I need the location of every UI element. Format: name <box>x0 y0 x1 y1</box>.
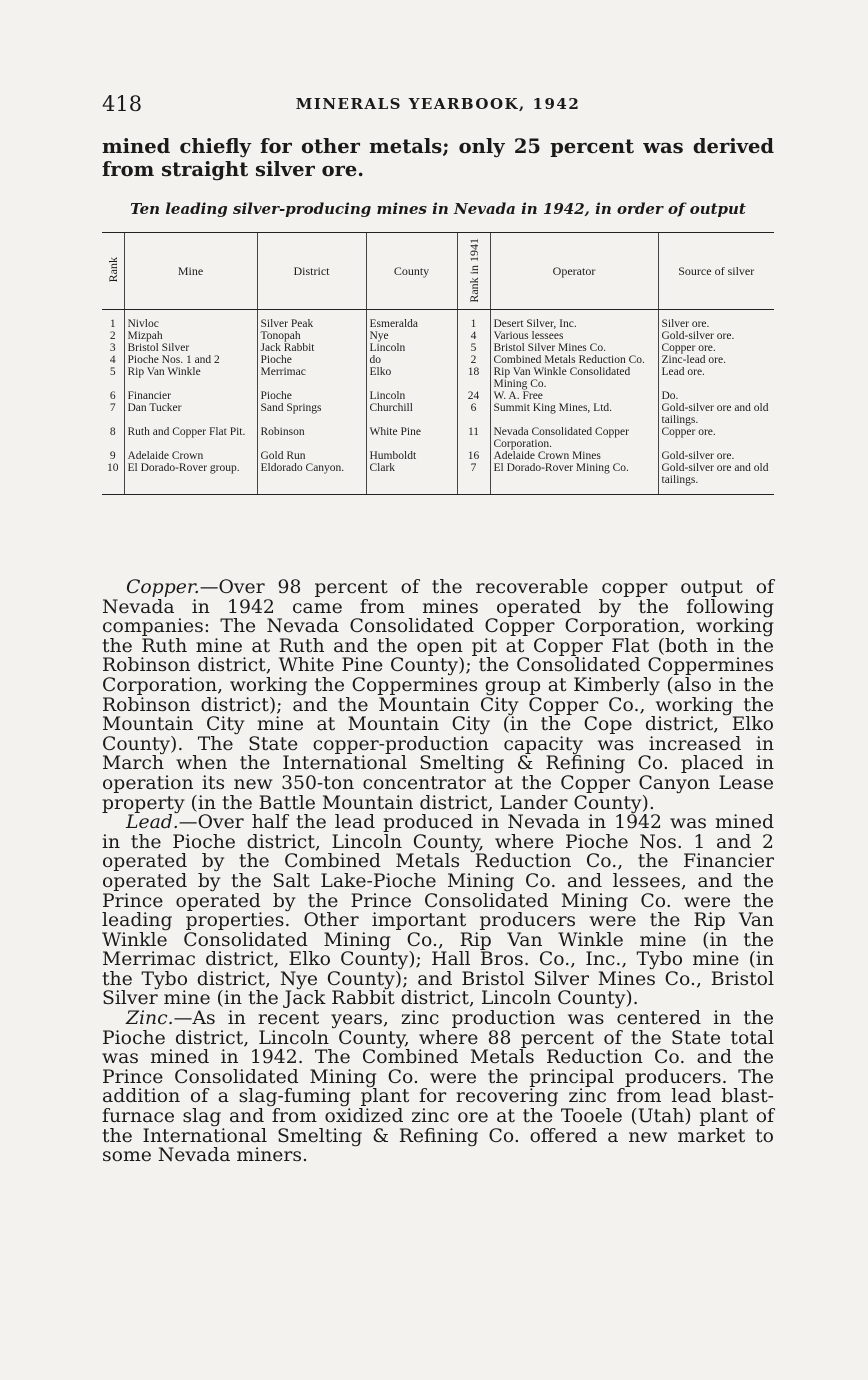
header-county: County <box>366 233 457 310</box>
cell-rank: 7 <box>109 402 116 414</box>
cell-rank: 2 <box>109 330 116 342</box>
cell-source: Do. <box>658 390 774 402</box>
cell-district: Eldorado Canyon. <box>257 462 366 495</box>
cell-rank-1941: 18 <box>457 366 490 390</box>
header-mine: Mine <box>124 233 257 310</box>
cell-mine: Dan Tucker <box>124 402 257 426</box>
table-row <box>102 390 774 402</box>
header-rank: Rank <box>102 233 124 310</box>
cell-operator: Desert Silver, Inc. <box>490 310 658 331</box>
cell-rank: 3 <box>109 342 116 354</box>
cell-source: Copper ore. <box>658 426 774 450</box>
cell-mine: Rip Van Winkle <box>124 366 257 390</box>
cell-county: Humboldt <box>366 450 457 462</box>
silver-mines-table <box>102 232 774 495</box>
zinc-paragraph: Zinc.—As in recent years, zinc production was centered in the Pioche district, Lincoln County, where 88 percent of the State total was mined in 1942. The Combined Metals Reduction Co. and the Prince Consolidated Mining Co. were the principal producers. The addition of a slag-fuming plant for recovering zinc from lead blast-furnace slag and from oxidized zinc ore at the Tooele (Utah) plant of the International Smelting & Refining Co. offered a new market to some Nevada miners. <box>102 1008 774 1167</box>
cell-district: Pioche <box>257 390 366 402</box>
cell-rank: 4 <box>109 354 116 366</box>
cell-rank: 9 <box>109 450 116 462</box>
table-row <box>102 366 774 390</box>
cell-rank-1941: 1 <box>457 310 490 331</box>
cell-mine: Bristol Silver <box>124 342 257 354</box>
zinc-heading: Zinc. <box>126 1008 174 1030</box>
cell-district: Merrimac <box>257 366 366 390</box>
cell-rank-1941: 5 <box>457 342 490 354</box>
cell-rank-1941: 6 <box>457 402 490 426</box>
cell-source: Silver ore. <box>658 310 774 331</box>
cell-operator: Adelaide Crown Mines <box>490 450 658 462</box>
cell-rank: 8 <box>109 426 116 438</box>
cell-operator: W. A. Free <box>490 390 658 402</box>
cell-mine: Adelaide Crown <box>124 450 257 462</box>
header-rank-1941: Rank in 1941 <box>457 233 490 310</box>
cell-source: Lead ore. <box>658 366 774 390</box>
cell-rank: 6 <box>109 390 116 402</box>
cell-rank-1941: 11 <box>457 426 490 450</box>
cell-rank-1941: 24 <box>457 390 490 402</box>
cell-county: Elko <box>366 366 457 390</box>
cell-operator: Summit King Mines, Ltd. <box>490 402 658 426</box>
table-row <box>102 330 774 342</box>
copper-heading: Copper. <box>126 577 200 598</box>
cell-source: Gold-silver ore. <box>658 330 774 342</box>
lead-heading: Lead. <box>126 812 179 834</box>
cell-rank: 10 <box>102 462 124 495</box>
body-text <box>102 578 774 1166</box>
cell-district: Tonopah <box>257 330 366 342</box>
table-row <box>102 310 774 331</box>
table-row <box>102 462 774 495</box>
cell-operator: Various lessees <box>490 330 658 342</box>
cell-rank-1941: 2 <box>457 354 490 366</box>
cell-operator: Rip Van Winkle Consolidated Mining Co. <box>490 366 658 390</box>
cell-rank-1941: 16 <box>457 450 490 462</box>
cell-rank-1941: 4 <box>457 330 490 342</box>
table-row <box>102 342 774 354</box>
cell-district: Robinson <box>257 426 366 450</box>
cell-district: Pioche <box>257 354 366 366</box>
cell-mine: Ruth and Copper Flat Pit. <box>124 426 257 450</box>
cell-source: Gold-silver ore. <box>658 450 774 462</box>
table-row <box>102 426 774 450</box>
page-header <box>102 92 774 118</box>
cell-county: do <box>366 354 457 366</box>
cell-rank: 5 <box>109 366 116 378</box>
table-row <box>102 402 774 426</box>
intro-paragraph: mined chiefly for other metals; only 25 percent was derived from straight silver ore. <box>102 135 774 181</box>
cell-mine: Mizpah <box>124 330 257 342</box>
cell-county: Lincoln <box>366 342 457 354</box>
cell-district: Gold Run <box>257 450 366 462</box>
table-row <box>102 450 774 462</box>
cell-source: Gold-silver ore and old tailings. <box>658 462 774 495</box>
table-header-row <box>102 233 774 310</box>
cell-county: White Pine <box>366 426 457 450</box>
cell-county: Nye <box>366 330 457 342</box>
cell-mine: Pioche Nos. 1 and 2 <box>124 354 257 366</box>
cell-source: Copper ore. <box>658 342 774 354</box>
cell-county: Lincoln <box>366 390 457 402</box>
cell-district: Sand Springs <box>257 402 366 426</box>
cell-county: Esmeralda <box>366 310 457 331</box>
cell-county: Clark <box>366 462 457 495</box>
cell-source: Gold-silver ore and old tailings. <box>658 402 774 426</box>
cell-operator: Bristol Silver Mines Co. <box>490 342 658 354</box>
cell-mine: El Dorado-Rover group. <box>124 462 257 495</box>
lead-paragraph: Lead.—Over half the lead produced in Nevada in 1942 was mined in the Pioche district, Lincoln County, where Pioche Nos. 1 and 2 operated by the Combined Metals Reduction Co., the Financier operated by the Salt Lake-Pioche Mining Co. and lessees, and the Prince operated by the Prince Consolidated Mining Co. were the leading properties. Other important producers were the Rip Van Winkle Consolidated Mining Co., Rip Van Winkle mine (in the Merrimac district, Elko County); Hall Bros. Co., Inc., Tybo mine (in the Tybo district, Nye County); and Bristol Silver Mines Co., Bristol Silver mine (in the Jack Rabbit district, Lincoln County). <box>102 812 774 1010</box>
cell-mine: Financier <box>124 390 257 402</box>
cell-rank-1941: 7 <box>457 462 490 495</box>
table-title: Ten leading silver-producing mines in Nevada in 1942, in order of output <box>130 200 746 218</box>
cell-operator: Combined Metals Reduction Co. <box>490 354 658 366</box>
header-source: Source of silver <box>658 233 774 310</box>
cell-operator: El Dorado-Rover Mining Co. <box>490 462 658 495</box>
cell-rank: 1 <box>109 318 116 330</box>
header-district: District <box>257 233 366 310</box>
running-head: MINERALS YEARBOOK, 1942 <box>295 95 581 113</box>
cell-district: Silver Peak <box>257 310 366 331</box>
cell-county: Churchill <box>366 402 457 426</box>
table-row <box>102 354 774 366</box>
page-number: 418 <box>102 92 143 116</box>
cell-operator: Nevada Consolidated Copper Corporation. <box>490 426 658 450</box>
copper-paragraph: Copper.—Over 98 percent of the recoverable copper output of Nevada in 1942 came from mines operated by the following companies: The Nevada Consolidated Copper Corporation, working the Ruth mine at Ruth and the open pit at Copper Flat (both in the Robinson district, White Pine County); the Consolidated Coppermines Corporation, working the Coppermines group at Kimberly (also in the Robinson district); and the Mountain City Copper Co., working the Mountain City mine at Mountain City (in the Cope district, Elko County). The State copper-production capacity was increased in March when the International Smelting & Refining Co. placed in operation its new 350-ton concentrator at the Copper Canyon Lease property (in the Battle Mountain district, Lander County). <box>102 577 774 814</box>
header-operator: Operator <box>490 233 658 310</box>
cell-source: Zinc-lead ore. <box>658 354 774 366</box>
cell-mine: Nivloc <box>124 310 257 331</box>
cell-district: Jack Rabbit <box>257 342 366 354</box>
